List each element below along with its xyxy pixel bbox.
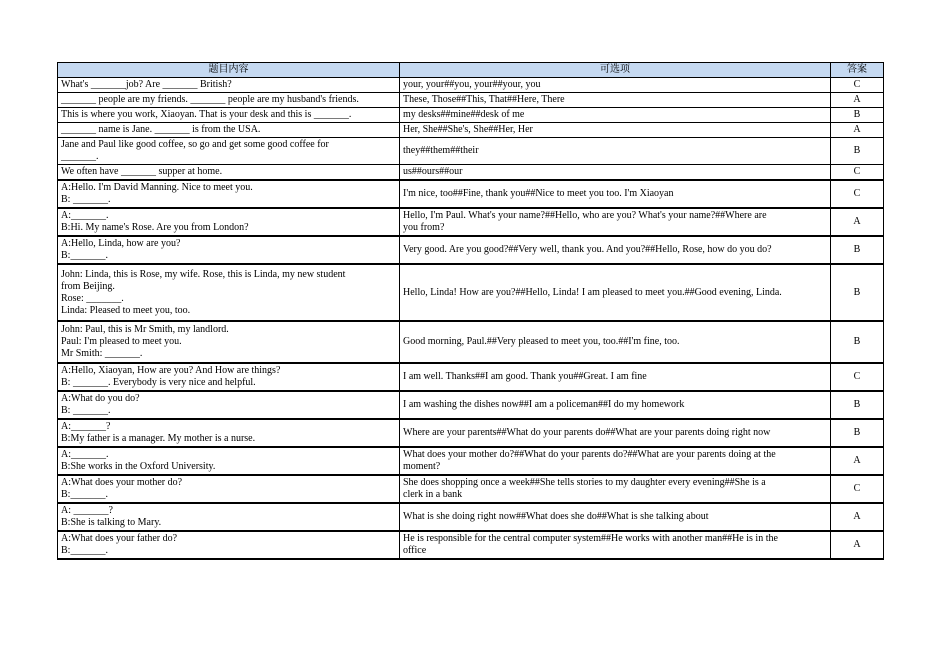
options-cell[interactable]: He is responsible for the central computer system##He works with another man##He is in the office [400, 531, 831, 559]
header-row [58, 63, 884, 78]
answer-cell[interactable]: B [831, 391, 884, 419]
options-cell[interactable]: your, your##you, your##your, you [400, 78, 831, 93]
table-row [58, 236, 884, 264]
question-cell[interactable]: Jane and Paul like good coffee, so go and get some good coffee for _______. [58, 138, 400, 165]
question-cell[interactable]: A:_______. B:Hi. My name's Rose. Are you from London? [58, 208, 400, 236]
options-cell[interactable]: What does your mother do?##What do your parents do?##What are your parents doing at the moment? [400, 447, 831, 475]
options-cell[interactable]: my desks##mine##desk of me [400, 108, 831, 123]
table-row [58, 363, 884, 391]
options-cell[interactable]: us##ours##our [400, 165, 831, 181]
question-cell[interactable]: We often have _______ supper at home. [58, 165, 400, 181]
answer-cell[interactable]: C [831, 180, 884, 208]
question-cell[interactable]: _______ name is Jane. _______ is from the USA. [58, 123, 400, 138]
table-row [58, 419, 884, 447]
options-cell[interactable]: Good morning, Paul.##Very pleased to meet you, too.##I'm fine, too. [400, 321, 831, 363]
options-cell[interactable]: Hello, Linda! How are you?##Hello, Linda! I am pleased to meet you.##Good evening, Linda. [400, 264, 831, 321]
question-cell[interactable]: A:Hello, Xiaoyan, How are you? And How are things? B: _______. Everybody is very nice and helpful. [58, 363, 400, 391]
question-cell[interactable]: A:Hello. I'm David Manning. Nice to meet you. B: _______. [58, 180, 400, 208]
question-cell[interactable] [58, 93, 400, 108]
answer-cell[interactable]: C [831, 363, 884, 391]
question-cell[interactable]: A:What does your mother do? B:_______. [58, 475, 400, 503]
options-cell[interactable]: What is she doing right now##What does she do##What is she talking about [400, 503, 831, 531]
header-answer[interactable]: 答案 [831, 63, 884, 78]
question-table [57, 62, 884, 560]
table-row [58, 165, 884, 181]
options-cell[interactable]: She does shopping once a week##She tells stories to my daughter every evening##She is a clerk in a bank [400, 475, 831, 503]
options-cell[interactable]: I am well. Thanks##I am good. Thank you##Great. I am fine [400, 363, 831, 391]
question-cell[interactable]: A:What does your father do? B:_______. [58, 531, 400, 559]
question-cell[interactable]: This is where you work, Xiaoyan. That is your desk and this is _______. [58, 108, 400, 123]
answer-cell[interactable]: A [831, 503, 884, 531]
answer-cell[interactable]: C [831, 165, 884, 181]
question-text: _______ people are my friends. _______ people are my husband's friends. [61, 94, 359, 105]
answer-cell[interactable]: A [831, 531, 884, 559]
table-row [58, 123, 884, 138]
answer-cell[interactable]: B [831, 108, 884, 123]
question-cell[interactable]: What's _______job? Are _______ British? [58, 78, 400, 93]
answer-cell[interactable]: A [831, 93, 884, 108]
answer-cell[interactable]: C [831, 475, 884, 503]
table-row [58, 321, 884, 363]
header-options[interactable]: 可选项 [400, 63, 831, 78]
options-cell[interactable]: I am washing the dishes now##I am a policeman##I do my homework [400, 391, 831, 419]
answer-cell[interactable]: A [831, 208, 884, 236]
table-row [58, 447, 884, 475]
table-row [58, 93, 884, 108]
question-cell[interactable]: John: Linda, this is Rose, my wife. Rose, this is Linda, my new student from Beijing. Rose: _______. Linda: Pleased to meet you, too. [58, 264, 400, 321]
answer-cell[interactable]: B [831, 321, 884, 363]
table-row [58, 475, 884, 503]
question-cell[interactable]: A:Hello, Linda, how are you? B:_______. [58, 236, 400, 264]
table-row [58, 391, 884, 419]
header-question[interactable]: 题目内容 [58, 63, 400, 78]
answer-cell[interactable]: C [831, 78, 884, 93]
options-cell[interactable]: Very good. Are you good?##Very well, thank you. And you?##Hello, Rose, how do you do? [400, 236, 831, 264]
options-cell[interactable]: Her, She##She's, She##Her, Her [400, 123, 831, 138]
table-row [58, 78, 884, 93]
table-row [58, 531, 884, 559]
table-row [58, 264, 884, 321]
options-cell[interactable]: Where are your parents##What do your parents do##What are your parents doing right now [400, 419, 831, 447]
answer-cell[interactable]: B [831, 419, 884, 447]
question-cell[interactable]: A:_______. B:She works in the Oxford University. [58, 447, 400, 475]
options-cell[interactable]: These, Those##This, That##Here, There [400, 93, 831, 108]
question-cell[interactable]: A:_______? B:My father is a manager. My mother is a nurse. [58, 419, 400, 447]
table-row [58, 208, 884, 236]
question-cell[interactable]: John: Paul, this is Mr Smith, my landlord. Paul: I'm pleased to meet you. Mr Smith: _______. [58, 321, 400, 363]
table-row [58, 138, 884, 165]
answer-cell[interactable]: A [831, 123, 884, 138]
question-cell[interactable]: A: _______? B:She is talking to Mary. [58, 503, 400, 531]
table-row [58, 180, 884, 208]
answer-cell[interactable]: B [831, 236, 884, 264]
options-cell[interactable]: Hello, I'm Paul. What's your name?##Hello, who are you? What's your name?##Where are you from? [400, 208, 831, 236]
answer-cell[interactable]: A [831, 447, 884, 475]
answer-cell[interactable]: B [831, 264, 884, 321]
table-row [58, 503, 884, 531]
question-cell[interactable]: A:What do you do? B: _______. [58, 391, 400, 419]
options-cell[interactable]: I'm nice, too##Fine, thank you##Nice to meet you too. I'm Xiaoyan [400, 180, 831, 208]
options-cell[interactable]: they##them##their [400, 138, 831, 165]
answer-cell[interactable]: B [831, 138, 884, 165]
table-row [58, 108, 884, 123]
